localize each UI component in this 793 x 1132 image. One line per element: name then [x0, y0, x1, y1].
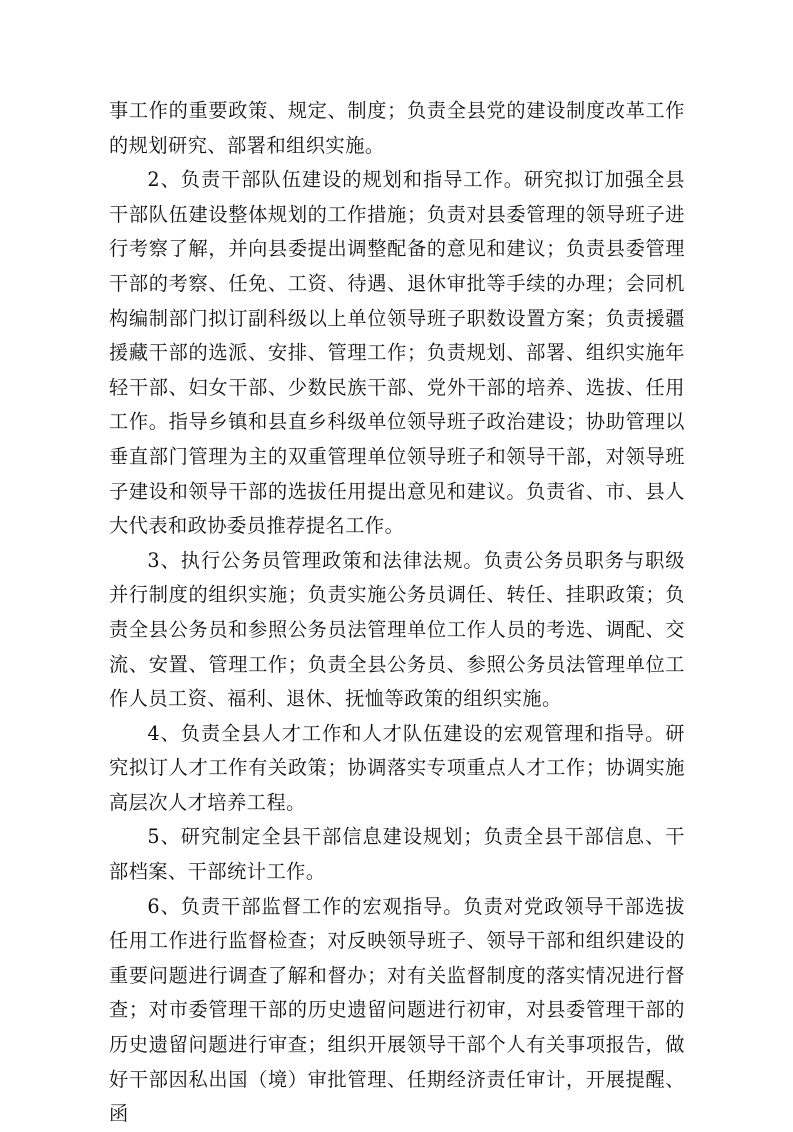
- paragraph-continuation: 事工作的重要政策、规定、制度；负责全县党的建设制度改革工作的规划研究、部署和组织实施。: [109, 99, 685, 157]
- paragraph-item-2: 2、负责干部队伍建设的规划和指导工作。研究拟订加强全县干部队伍建设整体规划的工作措施；负责对县委管理的领导班子进行考察了解，并向县委提出调整配备的意见和建议；负责县委管理干部的考察、任免、工资、待遇、退休审批等手续的办理；会同机构编制部门拟订副科级以上单位领导班子职数设置方案；负责援疆援藏干部的选派、安排、管理工作；负责规划、部署、组织实施年轻干部、妇女干部、少数民族干部、党外干部的培养、选拔、任用工作。指导乡镇和县直乡科级单位领导班子政治建设；协助管理以垂直部门管理为主的双重管理单位领导班子和领导干部，对领导班子建设和领导干部的选拔任用提出意见和建议。负责省、市、县人大代表和政协委员推荐提名工作。: [109, 168, 685, 538]
- paragraph-item-4: 4、负责全县人才工作和人才队伍建设的宏观管理和指导。研究拟订人才工作有关政策；协调落实专项重点人才工作；协调实施高层次人才培养工程。: [109, 721, 685, 814]
- document-body: [109, 94, 685, 1132]
- paragraph-item-5: 5、研究制定全县干部信息建设规划；负责全县干部信息、干部档案、干部统计工作。: [109, 825, 685, 884]
- paragraph-item-6: 6、负责干部监督工作的宏观指导。负责对党政领导干部选拔任用工作进行监督检查；对反映领导班子、领导干部和组织建设的重要问题进行调查了解和督办；对有关监督制度的落实情况进行督查；对市委管理干部的历史遗留问题进行初审，对县委管理干部的历史遗留问题进行审查；组织开展领导干部个人有关事项报告，做好干部因私出国（境）审批管理、任期经济责任审计，开展提醒、函: [109, 894, 685, 1126]
- paragraph-item-3: 3、执行公务员管理政策和法律法规。负责公务员职务与职级并行制度的组织实施；负责实施公务员调任、转任、挂职政策；负责全县公务员和参照公务员法管理单位工作人员的考选、调配、交流、安置、管理工作；负责全县公务员、参照公务员法管理单位工作人员工资、福利、退休、抚恤等政策的组织实施。: [109, 548, 685, 711]
